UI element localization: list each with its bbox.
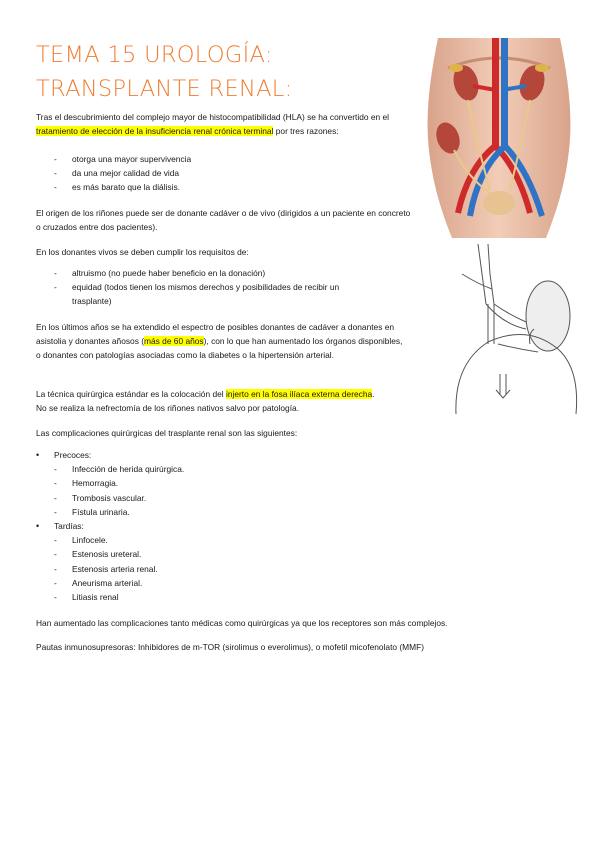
title-line-2: TRANSPLANTE RENAL:	[36, 76, 293, 102]
intro-text-end: por tres razones:	[273, 126, 339, 137]
anatomy-illustration	[418, 38, 580, 238]
list-item: • Precoces:	[36, 450, 92, 460]
list-item: - altruismo (no puede haber beneficio en la donación)	[54, 268, 266, 278]
list-item: - Infección de herida quirúrgica.	[54, 464, 185, 475]
complications-list	[36, 448, 416, 604]
intro-highlight: tratamiento de elección de la insuficiencia renal crónica terminal	[36, 126, 274, 137]
closing-paragraph: Han aumentado las complicaciones tanto médicas como quirúrgicas ya que los receptores son más complejos.	[36, 618, 448, 628]
list-item: - Litiasis renal	[54, 592, 119, 603]
list-item: - otorga una mayor supervivencia	[54, 154, 192, 164]
list-item: - Fístula urinaria.	[54, 506, 130, 517]
complications-intro: Las complicaciones quirúrgicas del trasplante renal son las siguientes:	[36, 428, 298, 438]
page-title	[36, 38, 416, 106]
requirements-list	[54, 266, 372, 309]
list-item: - Trombosis vascular.	[54, 492, 147, 503]
intro-paragraph	[36, 110, 410, 138]
title-line-1: TEMA 15 UROLOGÍA:	[36, 42, 273, 68]
donors-highlight: más de 60 años	[144, 336, 204, 347]
intro-text: Tras el descubrimiento del complejo mayor de histocompatibilidad (HLA) se ha convertido en el	[36, 112, 390, 122]
origin-paragraph: El origen de los riñones puede ser de donante cadáver o de vivo (dirigidos a un paciente en concreto o cruzados entre dos pacientes).	[36, 208, 411, 233]
list-item: • Tardías:	[36, 521, 84, 532]
list-item: - equidad (todos tienen los mismos derechos y posibilidades de recibir un trasplante)	[54, 282, 340, 307]
list-item: - es más barato que la diálisis.	[54, 182, 180, 193]
list-item: - Aneurisma arterial.	[54, 577, 143, 588]
list-item: - Estenosis ureteral.	[54, 549, 142, 560]
technique-paragraph: La técnica quirúrgica estándar es la colocación del injerto en la fosa ilíaca externa derecha. No se realiza la nefrectomía de los riñones nativos salvo por patología.	[36, 389, 375, 414]
list-item: - Hemorragia.	[54, 478, 119, 489]
kidney-graft-sketch	[448, 244, 580, 416]
list-item: - Estenosis arteria renal.	[54, 563, 158, 574]
list-item: - da una mejor calidad de vida	[54, 168, 180, 179]
list-item: - Linfocele.	[54, 535, 108, 546]
technique-highlight: injerto en la fosa ilíaca externa derecha	[225, 389, 373, 399]
immunosuppression-paragraph: Pautas inmunosupresoras: Inhibidores de m-TOR (sirolimus o everolimus), o mofetil micofenolato (MMF)	[36, 642, 425, 652]
living-donors-intro: En los donantes vivos se deben cumplir los requisitos de:	[36, 247, 249, 257]
donors-paragraph: En los últimos años se ha extendido el espectro de posibles donantes de cadáver a donantes en asistolia y donantes añosos (más de 60 años), con lo que han aumentado los órganos disponibles, o donantes con patologías asociadas como la diabetes o la hipertensión arterial.	[36, 322, 403, 361]
reasons-list	[54, 152, 384, 195]
